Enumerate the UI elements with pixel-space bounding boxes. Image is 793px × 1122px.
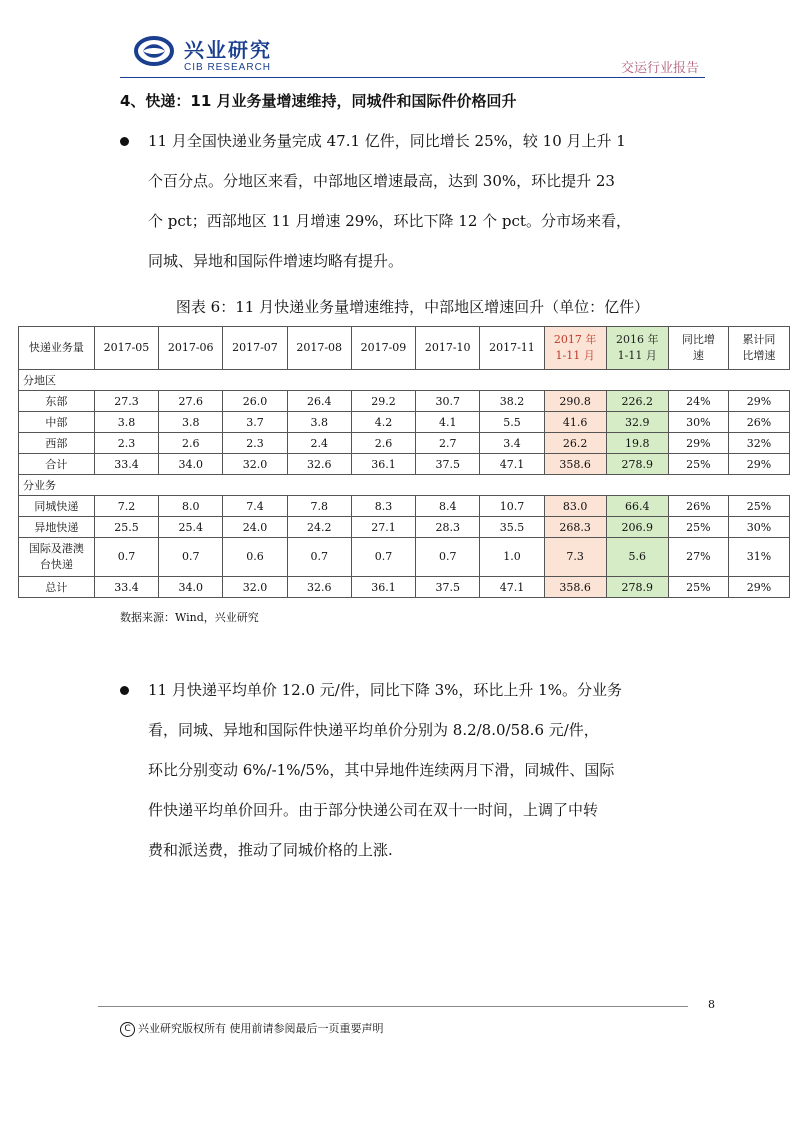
table-cell: 8.0 (159, 496, 223, 517)
table-row (19, 517, 790, 538)
table-cell: 226.2 (606, 391, 668, 412)
bullet-paragraph-1 (120, 121, 705, 281)
table-cell: 4.1 (416, 412, 480, 433)
table-row (19, 433, 790, 454)
table-cell: 0.6 (223, 538, 287, 577)
footer-text: 兴业研究版权所有 使用前请参阅最后一页重要声明 (138, 1022, 384, 1035)
paragraph-line: 件快递平均单价回升。由于部分快递公司在双十一时间，上调了中转 (148, 801, 599, 819)
table-cell: 358.6 (544, 454, 606, 475)
copyright-icon: C (120, 1022, 135, 1037)
table-cell: 29% (728, 391, 789, 412)
report-category: 交运行业报告 (620, 61, 699, 76)
table-cell: 47.1 (480, 577, 544, 598)
section-label-region: 分地区 (19, 370, 790, 391)
table-row (19, 577, 790, 598)
table-cell: 0.7 (159, 538, 223, 577)
table-cell: 30% (668, 412, 728, 433)
brand-name-en: CIB RESEARCH (184, 62, 272, 73)
table-cell: 33.4 (94, 454, 158, 475)
table-cell: 25.4 (159, 517, 223, 538)
header-line: 2017 年 (553, 333, 597, 346)
header-cell: 2017-11 (480, 327, 544, 370)
table-cell: 25% (668, 454, 728, 475)
page-header (120, 30, 705, 78)
table-cell: 27.1 (351, 517, 415, 538)
region-rows (19, 391, 790, 475)
table-cell: 7.8 (287, 496, 351, 517)
table-cell: 19.8 (606, 433, 668, 454)
paragraph-text (148, 121, 705, 281)
header-cell: 2017-10 (416, 327, 480, 370)
section-title: 4、快递：11 月业务量增速维持，同城件和国际件价格回升 (120, 92, 517, 110)
data-source: 数据来源：Wind，兴业研究 (120, 611, 259, 624)
row-label: 中部 (19, 412, 95, 433)
table-cell: 24.0 (223, 517, 287, 538)
table-cell: 5.5 (480, 412, 544, 433)
table-row (19, 391, 790, 412)
header-cell: 快递业务量 (19, 327, 95, 370)
table-cell: 7.2 (94, 496, 158, 517)
table-cell: 83.0 (544, 496, 606, 517)
row-label: 异地快递 (19, 517, 95, 538)
table-cell: 37.5 (416, 454, 480, 475)
table-cell: 8.3 (351, 496, 415, 517)
table-cell: 34.0 (159, 454, 223, 475)
business-rows (19, 496, 790, 598)
table-cell: 2.6 (351, 433, 415, 454)
table-cell: 27% (668, 538, 728, 577)
table-cell: 2.3 (94, 433, 158, 454)
table-cell: 25% (668, 577, 728, 598)
paragraph-line: 11 月全国快递业务量完成 47.1 亿件，同比增长 25%，较 10 月上升 1 (148, 132, 626, 150)
header-line: 同比增 (681, 333, 715, 346)
table-cell: 29% (668, 433, 728, 454)
table-cell: 33.4 (94, 577, 158, 598)
table-cell: 26.0 (223, 391, 287, 412)
table-cell: 2.4 (287, 433, 351, 454)
paragraph-line: 个百分点。分地区来看，中部地区增速最高，达到 30%，环比提升 23 (148, 172, 615, 190)
table-cell: 5.6 (606, 538, 668, 577)
express-volume-table (18, 326, 790, 598)
table-cell: 2.6 (159, 433, 223, 454)
row-label: 合计 (19, 454, 95, 475)
table-cell: 27.3 (94, 391, 158, 412)
table-cell: 3.7 (223, 412, 287, 433)
cib-logo-icon (134, 36, 174, 66)
paragraph-line: 同城、异地和国际件增速均略有提升。 (148, 252, 404, 270)
paragraph-line: 个 pct；西部地区 11 月增速 29%，环比下降 12 个 pct。分市场来看， (148, 212, 631, 230)
table-cell: 278.9 (606, 454, 668, 475)
row-label-line: 国际及港澳 (28, 542, 84, 555)
table-cell: 3.8 (94, 412, 158, 433)
table-cell: 26% (728, 412, 789, 433)
row-label-line: 台快递 (39, 558, 73, 571)
table-cell: 25.5 (94, 517, 158, 538)
table-cell: 0.7 (287, 538, 351, 577)
header-cell-yoy (668, 327, 728, 370)
table-row (19, 496, 790, 517)
header-cell: 2017-07 (223, 327, 287, 370)
header-cell: 2017-08 (287, 327, 351, 370)
paragraph-text (148, 670, 705, 870)
table-cell: 30.7 (416, 391, 480, 412)
header-line: 1-11 月 (555, 349, 595, 362)
row-label (19, 538, 95, 577)
table-cell: 36.1 (351, 577, 415, 598)
header-line: 速 (692, 349, 704, 362)
paragraph-line: 看，同城、异地和国际件快递平均单价分别为 8.2/8.0/58.6 元/件， (148, 721, 599, 739)
table-cell: 66.4 (606, 496, 668, 517)
table-cell: 32.0 (223, 577, 287, 598)
table-cell: 25% (668, 517, 728, 538)
header-line: 比增速 (742, 349, 776, 362)
table-cell: 32.6 (287, 454, 351, 475)
table-cell: 290.8 (544, 391, 606, 412)
table-cell: 35.5 (480, 517, 544, 538)
table-cell: 3.4 (480, 433, 544, 454)
page-number: 8 (708, 998, 715, 1011)
table-row (19, 538, 790, 577)
table-cell: 38.2 (480, 391, 544, 412)
header-cell: 2017-09 (351, 327, 415, 370)
table-cell: 47.1 (480, 454, 544, 475)
table-cell: 36.1 (351, 454, 415, 475)
brand-name-cn: 兴业研究 (184, 38, 272, 62)
table-cell: 26.4 (287, 391, 351, 412)
paragraph-line: 费和派送费，推动了同城价格的上涨. (148, 841, 393, 859)
table-cell: 1.0 (480, 538, 544, 577)
table-cell: 32.6 (287, 577, 351, 598)
table-cell: 358.6 (544, 577, 606, 598)
table-cell: 24.2 (287, 517, 351, 538)
table-row (19, 412, 790, 433)
table-cell: 29.2 (351, 391, 415, 412)
table-cell: 32.0 (223, 454, 287, 475)
table-cell: 3.8 (159, 412, 223, 433)
table-row (19, 454, 790, 475)
row-label: 同城快递 (19, 496, 95, 517)
table-cell: 8.4 (416, 496, 480, 517)
header-cell: 2017-06 (159, 327, 223, 370)
table-cell: 29% (728, 577, 789, 598)
table-caption: 图表 6：11 月快递业务量增速维持，中部地区增速回升（单位：亿件） (175, 298, 650, 316)
header-line: 2016 年 (616, 333, 659, 346)
row-label: 总计 (19, 577, 95, 598)
bullet-icon (120, 686, 129, 695)
table-cell: 24% (668, 391, 728, 412)
header-line: 累计同 (742, 333, 776, 346)
table-cell: 206.9 (606, 517, 668, 538)
bullet-icon (120, 137, 129, 146)
paragraph-line: 环比分别变动 6%/-1%/5%，其中异地件连续两月下滑，同城件、国际 (148, 761, 615, 779)
table-cell: 278.9 (606, 577, 668, 598)
table-cell: 7.4 (223, 496, 287, 517)
row-label: 西部 (19, 433, 95, 454)
table-cell: 26.2 (544, 433, 606, 454)
paragraph-line: 11 月快递平均单价 12.0 元/件，同比下降 3%，环比上升 1%。分业务 (148, 681, 622, 699)
table-cell: 2.7 (416, 433, 480, 454)
table-cell: 37.5 (416, 577, 480, 598)
table-cell: 34.0 (159, 577, 223, 598)
table-cell: 41.6 (544, 412, 606, 433)
table-cell: 7.3 (544, 538, 606, 577)
table-cell: 26% (668, 496, 728, 517)
table-section-row (19, 370, 790, 391)
table-section-row (19, 475, 790, 496)
table-cell: 3.8 (287, 412, 351, 433)
row-label: 东部 (19, 391, 95, 412)
table-cell: 28.3 (416, 517, 480, 538)
header-cell: 2017-05 (94, 327, 158, 370)
table-cell: 2.3 (223, 433, 287, 454)
footer-disclaimer (120, 1020, 384, 1037)
table-cell: 0.7 (94, 538, 158, 577)
table-cell: 32% (728, 433, 789, 454)
footer-divider (98, 1006, 688, 1007)
header-cell-2016-ytd (606, 327, 668, 370)
header-cell-cumulative-yoy (728, 327, 789, 370)
table-header-row (19, 327, 790, 370)
table-cell: 0.7 (351, 538, 415, 577)
table-cell: 25% (728, 496, 789, 517)
table-cell: 27.6 (159, 391, 223, 412)
table-cell: 268.3 (544, 517, 606, 538)
bullet-paragraph-2 (120, 670, 705, 870)
table-cell: 31% (728, 538, 789, 577)
header-divider (120, 77, 705, 78)
section-label-business: 分业务 (19, 475, 790, 496)
header-cell-2017-ytd (544, 327, 606, 370)
table-cell: 29% (728, 454, 789, 475)
table-cell: 10.7 (480, 496, 544, 517)
table-cell: 4.2 (351, 412, 415, 433)
header-line: 1-11 月 (617, 349, 657, 362)
table-cell: 0.7 (416, 538, 480, 577)
table-cell: 32.9 (606, 412, 668, 433)
table-cell: 30% (728, 517, 789, 538)
